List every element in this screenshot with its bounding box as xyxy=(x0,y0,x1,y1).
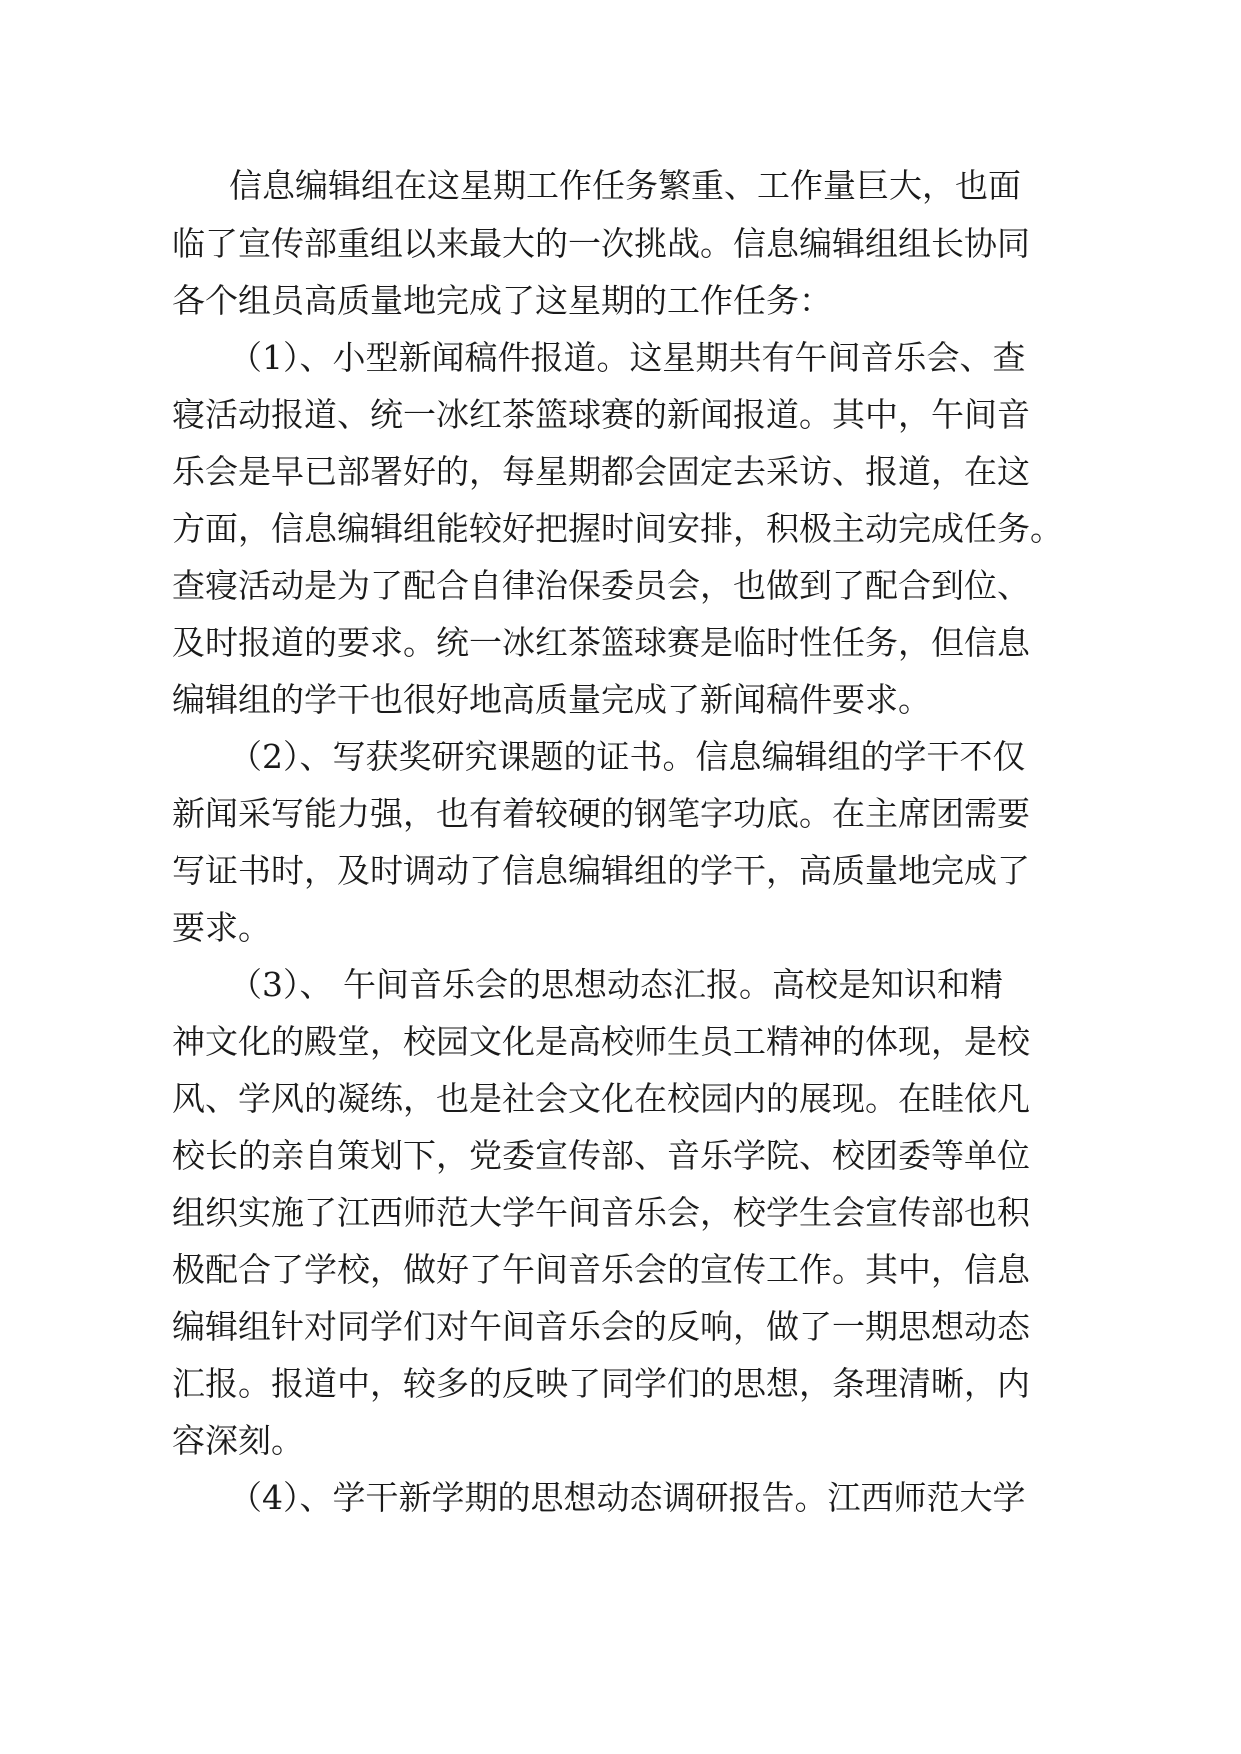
text-line: 临了宣传部重组以来最大的一次挑战。信息编辑组组长协同 xyxy=(172,224,1030,263)
text-line: 编辑组针对同学们对午间音乐会的反响，做了一期思想动态 xyxy=(172,1307,1030,1346)
text-line: 写证书时，及时调动了信息编辑组的学干，高质量地完成了 xyxy=(172,851,1030,890)
text-line: （3）、 午间音乐会的思想动态汇报。高校是知识和精 xyxy=(229,965,1003,1004)
text-line: 信息编辑组在这星期工作任务繁重、工作量巨大，也面 xyxy=(229,166,1021,205)
text-line: 方面，信息编辑组能较好把握时间安排，积极主动完成任务。 xyxy=(172,509,1063,548)
text-line: 容深刻。 xyxy=(172,1421,304,1460)
text-line: 各个组员高质量地完成了这星期的工作任务： xyxy=(172,281,832,320)
text-line: 极配合了学校，做好了午间音乐会的宣传工作。其中，信息 xyxy=(172,1250,1030,1289)
text-line: （1）、小型新闻稿件报道。这星期共有午间音乐会、查 xyxy=(229,338,1026,377)
text-line: 查寝活动是为了配合自律治保委员会，也做到了配合到位、 xyxy=(172,566,1030,605)
text-line: （2）、写获奖研究课题的证书。信息编辑组的学干不仅 xyxy=(229,737,1026,776)
text-line: 新闻采写能力强，也有着较硬的钢笔字功底。在主席团需要 xyxy=(172,794,1030,833)
text-line: 组织实施了江西师范大学午间音乐会，校学生会宣传部也积 xyxy=(172,1193,1030,1232)
text-line: 校长的亲自策划下，党委宣传部、音乐学院、校团委等单位 xyxy=(172,1136,1030,1175)
text-line: 风、学风的凝练，也是社会文化在校园内的展现。在眭依凡 xyxy=(172,1079,1030,1118)
text-line: 汇报。报道中，较多的反映了同学们的思想，条理清晰，内 xyxy=(172,1364,1030,1403)
text-line: 要求。 xyxy=(172,908,271,947)
text-line: 寝活动报道、统一冰红茶篮球赛的新闻报道。其中，午间音 xyxy=(172,395,1030,434)
text-line: 及时报道的要求。统一冰红茶篮球赛是临时性任务，但信息 xyxy=(172,623,1030,662)
text-line: 神文化的殿堂，校园文化是高校师生员工精神的体现，是校 xyxy=(172,1022,1030,1061)
text-line: 编辑组的学干也很好地高质量完成了新闻稿件要求。 xyxy=(172,680,931,719)
text-line: （4）、学干新学期的思想动态调研报告。江西师范大学 xyxy=(229,1478,1026,1517)
text-line: 乐会是早已部署好的，每星期都会固定去采访、报道，在这 xyxy=(172,452,1030,491)
